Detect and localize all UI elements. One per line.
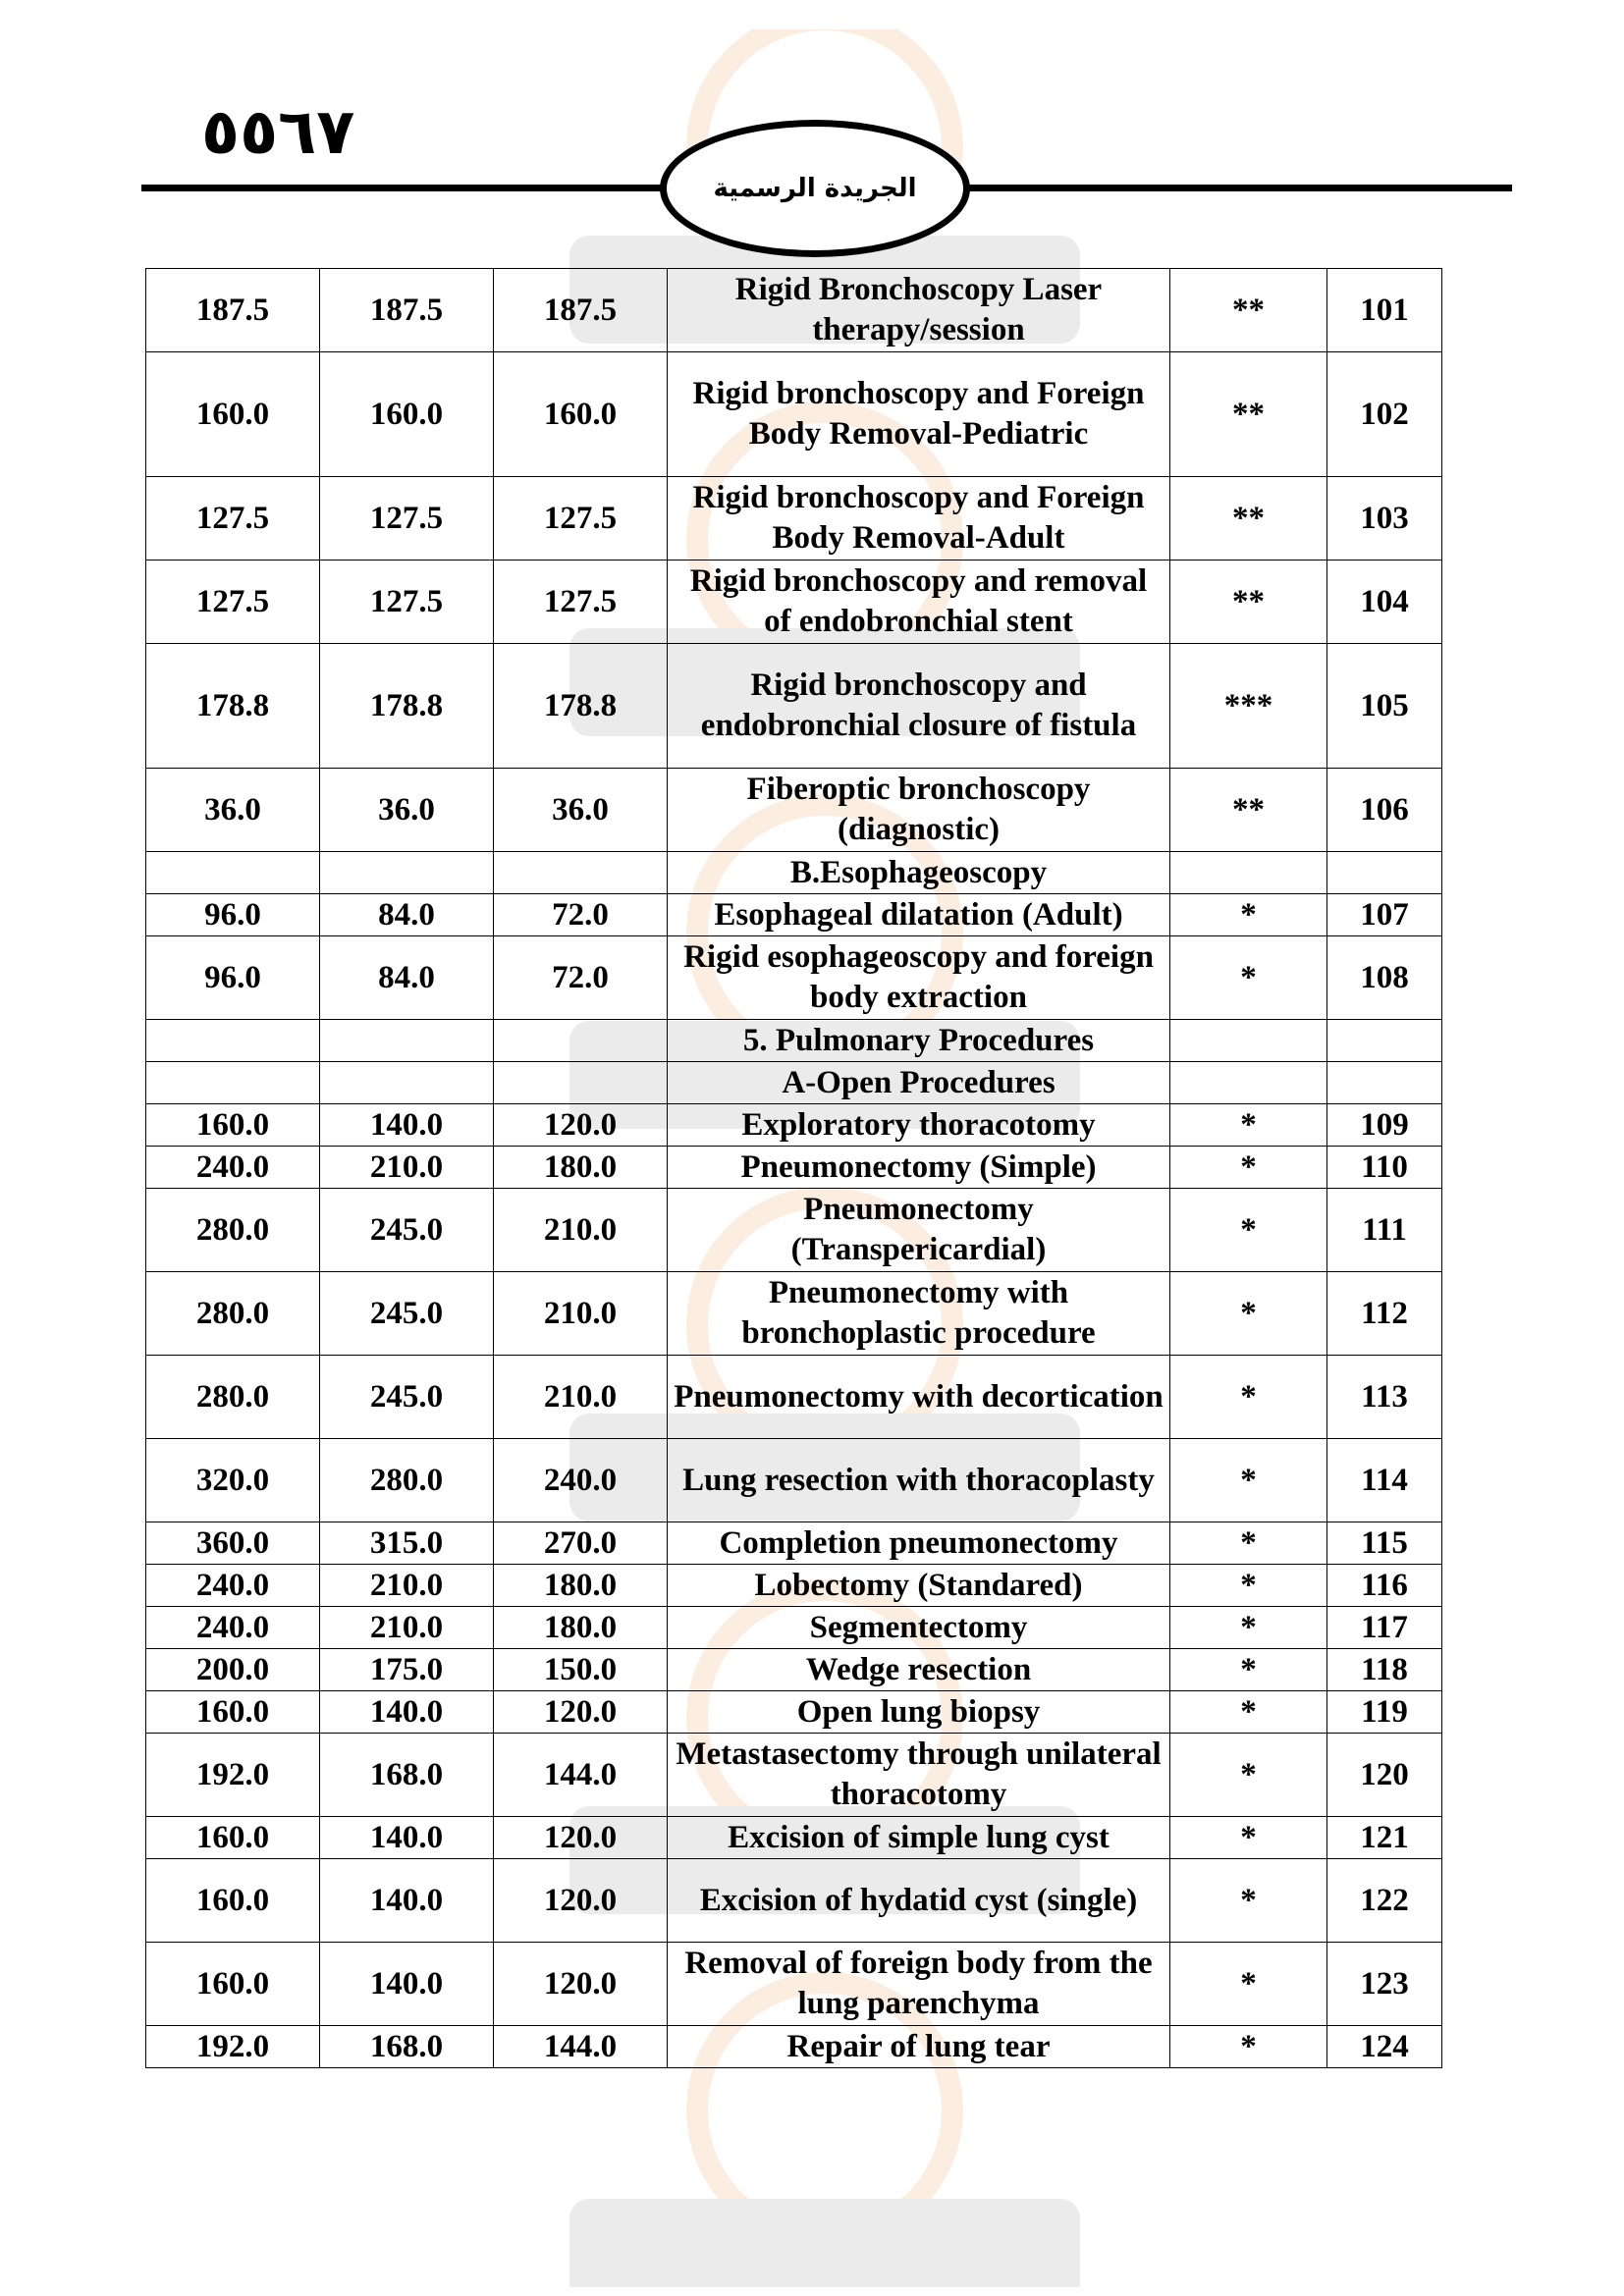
procedure-description: Wedge resection: [668, 1649, 1170, 1691]
fee-cell-2: 140.0: [320, 1859, 494, 1943]
procedure-description: Rigid esophageoscopy and foreign body extraction: [668, 936, 1170, 1020]
procedure-description: Completion pneumonectomy: [668, 1522, 1170, 1565]
fee-cell-2: 280.0: [320, 1439, 494, 1522]
fee-cell-3: 72.0: [494, 894, 668, 936]
class-marker: **: [1170, 561, 1327, 644]
procedure-code: 105: [1327, 644, 1442, 769]
fee-cell-1: 160.0: [146, 352, 320, 477]
procedure-description: Exploratory thoracotomy: [668, 1104, 1170, 1147]
fee-cell-3: 210.0: [494, 1356, 668, 1439]
fee-cell-3: [494, 852, 668, 894]
fee-cell-2: 245.0: [320, 1272, 494, 1356]
procedure-description: 5. Pulmonary Procedures: [668, 1020, 1170, 1062]
fee-cell-1: 160.0: [146, 1691, 320, 1734]
fee-cell-2: 175.0: [320, 1649, 494, 1691]
table-row: [146, 561, 1442, 644]
fee-cell-3: 160.0: [494, 352, 668, 477]
fee-cell-3: 127.5: [494, 561, 668, 644]
class-marker: *: [1170, 1817, 1327, 1859]
procedure-description: Open lung biopsy: [668, 1691, 1170, 1734]
procedure-code: 108: [1327, 936, 1442, 1020]
fee-cell-3: 144.0: [494, 2026, 668, 2068]
gazette-title: الجريدة الرسمية: [713, 174, 917, 203]
fee-cell-1: 127.5: [146, 561, 320, 644]
fee-cell-1: 96.0: [146, 894, 320, 936]
class-marker: *: [1170, 1943, 1327, 2026]
fee-cell-2: 315.0: [320, 1522, 494, 1565]
fee-cell-2: 210.0: [320, 1147, 494, 1189]
fee-cell-3: 180.0: [494, 1565, 668, 1607]
fee-cell-2: 84.0: [320, 894, 494, 936]
procedure-code: 118: [1327, 1649, 1442, 1691]
procedure-description: Pneumonectomy with decortication: [668, 1356, 1170, 1439]
procedure-code: 109: [1327, 1104, 1442, 1147]
table-row: [146, 1817, 1442, 1859]
procedure-description: Lung resection with thoracoplasty: [668, 1439, 1170, 1522]
fee-cell-1: 96.0: [146, 936, 320, 1020]
class-marker: **: [1170, 477, 1327, 561]
class-marker: ***: [1170, 644, 1327, 769]
table-row: [146, 1734, 1442, 1817]
fee-cell-1: 280.0: [146, 1189, 320, 1272]
procedure-description: Pneumonectomy (Simple): [668, 1147, 1170, 1189]
procedure-description: Pneumonectomy (Transpericardial): [668, 1189, 1170, 1272]
table-row: [146, 352, 1442, 477]
procedure-description: Esophageal dilatation (Adult): [668, 894, 1170, 936]
fee-cell-2: 168.0: [320, 1734, 494, 1817]
fee-cell-1: [146, 1020, 320, 1062]
fee-cell-2: 210.0: [320, 1607, 494, 1649]
fee-cell-2: 36.0: [320, 769, 494, 852]
fee-cell-2: 178.8: [320, 644, 494, 769]
procedure-code: 101: [1327, 269, 1442, 352]
fee-cell-1: 240.0: [146, 1147, 320, 1189]
class-marker: **: [1170, 769, 1327, 852]
class-marker: *: [1170, 1189, 1327, 1272]
fee-cell-2: 140.0: [320, 1691, 494, 1734]
procedure-description: Segmentectomy: [668, 1607, 1170, 1649]
fee-cell-1: [146, 1062, 320, 1104]
class-marker: **: [1170, 269, 1327, 352]
procedure-description: Rigid bronchoscopy and Foreign Body Removal-Adult: [668, 477, 1170, 561]
fee-cell-1: 280.0: [146, 1272, 320, 1356]
fee-cell-1: 360.0: [146, 1522, 320, 1565]
fee-cell-3: 270.0: [494, 1522, 668, 1565]
fee-cell-2: [320, 1062, 494, 1104]
fee-cell-2: 168.0: [320, 2026, 494, 2068]
procedure-code: 104: [1327, 561, 1442, 644]
table-row: [146, 1356, 1442, 1439]
procedure-description: Rigid bronchoscopy and removal of endobronchial stent: [668, 561, 1170, 644]
fee-cell-3: 178.8: [494, 644, 668, 769]
class-marker: [1170, 1020, 1327, 1062]
table-row: [146, 477, 1442, 561]
fee-cell-3: 72.0: [494, 936, 668, 1020]
class-marker: *: [1170, 2026, 1327, 2068]
procedure-code: 112: [1327, 1272, 1442, 1356]
table-body: [146, 269, 1442, 2068]
procedure-code: [1327, 1062, 1442, 1104]
table-row: [146, 2026, 1442, 2068]
table-row: [146, 769, 1442, 852]
table-row: [146, 1649, 1442, 1691]
fee-cell-3: 240.0: [494, 1439, 668, 1522]
class-marker: [1170, 852, 1327, 894]
fee-cell-1: 127.5: [146, 477, 320, 561]
table-row: [146, 644, 1442, 769]
fee-cell-2: 127.5: [320, 561, 494, 644]
fee-cell-2: 160.0: [320, 352, 494, 477]
fee-cell-3: 187.5: [494, 269, 668, 352]
fee-cell-3: 127.5: [494, 477, 668, 561]
fee-cell-3: 180.0: [494, 1607, 668, 1649]
fee-cell-3: 180.0: [494, 1147, 668, 1189]
class-marker: *: [1170, 1147, 1327, 1189]
table-row: [146, 1020, 1442, 1062]
fee-cell-1: 178.8: [146, 644, 320, 769]
class-marker: *: [1170, 1272, 1327, 1356]
fee-cell-3: 150.0: [494, 1649, 668, 1691]
procedure-description: Rigid bronchoscopy and endobronchial closure of fistula: [668, 644, 1170, 769]
table-row: [146, 269, 1442, 352]
fee-cell-3: [494, 1062, 668, 1104]
fee-cell-3: 210.0: [494, 1272, 668, 1356]
table-row: [146, 1104, 1442, 1147]
gazette-title-oval: [660, 120, 970, 257]
table-row: [146, 1439, 1442, 1522]
fee-cell-1: 36.0: [146, 769, 320, 852]
table-row: [146, 1943, 1442, 2026]
table-row: [146, 1147, 1442, 1189]
fee-cell-1: 160.0: [146, 1817, 320, 1859]
procedure-description: Metastasectomy through unilateral thoracotomy: [668, 1734, 1170, 1817]
fee-cell-1: 160.0: [146, 1104, 320, 1147]
table-row: [146, 1607, 1442, 1649]
table-row: [146, 1691, 1442, 1734]
procedure-description: Repair of lung tear: [668, 2026, 1170, 2068]
fee-cell-2: 140.0: [320, 1943, 494, 2026]
class-marker: *: [1170, 1104, 1327, 1147]
class-marker: *: [1170, 936, 1327, 1020]
table-row: [146, 1062, 1442, 1104]
fee-cell-2: 140.0: [320, 1817, 494, 1859]
fee-cell-3: 120.0: [494, 1817, 668, 1859]
fee-cell-1: 160.0: [146, 1943, 320, 2026]
fee-cell-1: 160.0: [146, 1859, 320, 1943]
fee-cell-2: 245.0: [320, 1189, 494, 1272]
fee-cell-3: 120.0: [494, 1943, 668, 2026]
fee-cell-1: 280.0: [146, 1356, 320, 1439]
class-marker: *: [1170, 1649, 1327, 1691]
class-marker: *: [1170, 1356, 1327, 1439]
procedure-description: Excision of hydatid cyst (single): [668, 1859, 1170, 1943]
fee-cell-3: 210.0: [494, 1189, 668, 1272]
table-row: [146, 1272, 1442, 1356]
procedure-code: 121: [1327, 1817, 1442, 1859]
table-row: [146, 894, 1442, 936]
table-row: [146, 1859, 1442, 1943]
fee-cell-3: 120.0: [494, 1104, 668, 1147]
procedure-description: Lobectomy (Standared): [668, 1565, 1170, 1607]
class-marker: *: [1170, 1439, 1327, 1522]
fee-cell-2: 245.0: [320, 1356, 494, 1439]
procedure-code: 115: [1327, 1522, 1442, 1565]
class-marker: *: [1170, 1734, 1327, 1817]
fee-cell-1: 240.0: [146, 1607, 320, 1649]
procedure-description: Rigid bronchoscopy and Foreign Body Removal-Pediatric: [668, 352, 1170, 477]
procedure-fee-table: [145, 268, 1442, 2068]
fee-cell-1: [146, 852, 320, 894]
procedure-code: 116: [1327, 1565, 1442, 1607]
class-marker: *: [1170, 1522, 1327, 1565]
page-number: ٥٥٦٧: [201, 96, 355, 169]
class-marker: *: [1170, 1607, 1327, 1649]
procedure-code: 124: [1327, 2026, 1442, 2068]
table-row: [146, 1189, 1442, 1272]
fee-cell-3: 36.0: [494, 769, 668, 852]
procedure-description: Rigid Bronchoscopy Laser therapy/session: [668, 269, 1170, 352]
procedure-description: Excision of simple lung cyst: [668, 1817, 1170, 1859]
class-marker: **: [1170, 352, 1327, 477]
table-row: [146, 852, 1442, 894]
procedure-description: Pneumonectomy with bronchoplastic procedure: [668, 1272, 1170, 1356]
procedure-code: 106: [1327, 769, 1442, 852]
fee-cell-3: 144.0: [494, 1734, 668, 1817]
fee-cell-2: 84.0: [320, 936, 494, 1020]
procedure-code: 110: [1327, 1147, 1442, 1189]
fee-cell-1: 200.0: [146, 1649, 320, 1691]
procedure-code: 123: [1327, 1943, 1442, 2026]
fee-cell-3: 120.0: [494, 1691, 668, 1734]
table-row: [146, 936, 1442, 1020]
procedure-code: 103: [1327, 477, 1442, 561]
procedure-description: Fiberoptic bronchoscopy (diagnostic): [668, 769, 1170, 852]
procedure-code: 120: [1327, 1734, 1442, 1817]
procedure-description: Removal of foreign body from the lung parenchyma: [668, 1943, 1170, 2026]
fee-cell-2: 140.0: [320, 1104, 494, 1147]
fee-cell-2: 210.0: [320, 1565, 494, 1607]
table-row: [146, 1565, 1442, 1607]
procedure-code: 114: [1327, 1439, 1442, 1522]
class-marker: [1170, 1062, 1327, 1104]
fee-cell-3: [494, 1020, 668, 1062]
fee-cell-2: [320, 1020, 494, 1062]
procedure-code: 111: [1327, 1189, 1442, 1272]
procedure-code: 119: [1327, 1691, 1442, 1734]
fee-cell-2: [320, 852, 494, 894]
class-marker: *: [1170, 1691, 1327, 1734]
fee-cell-1: 192.0: [146, 2026, 320, 2068]
procedure-code: 113: [1327, 1356, 1442, 1439]
fee-cell-1: 192.0: [146, 1734, 320, 1817]
procedure-code: [1327, 1020, 1442, 1062]
procedure-code: [1327, 852, 1442, 894]
fee-cell-1: 240.0: [146, 1565, 320, 1607]
fee-cell-1: 187.5: [146, 269, 320, 352]
class-marker: *: [1170, 894, 1327, 936]
class-marker: *: [1170, 1565, 1327, 1607]
procedure-code: 117: [1327, 1607, 1442, 1649]
procedure-code: 122: [1327, 1859, 1442, 1943]
procedure-code: 102: [1327, 352, 1442, 477]
fee-cell-1: 320.0: [146, 1439, 320, 1522]
procedure-code: 107: [1327, 894, 1442, 936]
procedure-description: B.Esophageoscopy: [668, 852, 1170, 894]
procedure-description: A-Open Procedures: [668, 1062, 1170, 1104]
table-row: [146, 1522, 1442, 1565]
fee-cell-2: 187.5: [320, 269, 494, 352]
fee-cell-3: 120.0: [494, 1859, 668, 1943]
fee-cell-2: 127.5: [320, 477, 494, 561]
class-marker: *: [1170, 1859, 1327, 1943]
